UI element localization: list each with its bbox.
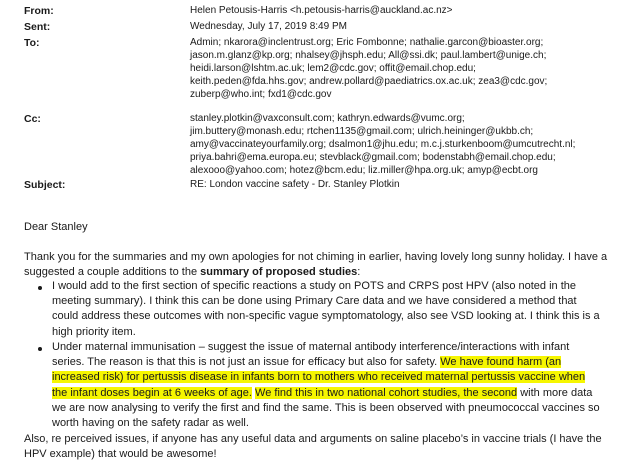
- subject-value: RE: London vaccine safety - Dr. Stanley Plotkin: [190, 179, 400, 190]
- highlighted-text: increased risk) for pertussis disease in infants born to mothers who received maternal pertussis vaccine when: [52, 371, 586, 384]
- highlighted-text: We have found harm (an: [440, 356, 562, 369]
- bullet-marker: [38, 347, 42, 351]
- highlighted-text: the infant doses begin at 6 weeks of age.: [52, 386, 252, 399]
- to-line: jason.m.glanz@kp.org; nhalsey@jhsph.edu; All@ssi.dk; paul.lambert@unige.ch;: [190, 50, 547, 61]
- subject-label: Subject:: [24, 179, 66, 191]
- cc-line: priya.bahri@ema.europa.eu; stevblack@gmail.com; bodenstabh@email.chop.edu;: [190, 152, 556, 163]
- cc-line: alexooo@yahoo.com; hotez@bcm.edu; liz.miller@hpa.org.uk; amyp@ecbt.org: [190, 165, 538, 176]
- to-recipients: [190, 36, 547, 101]
- to-line: zuberp@who.int; fxd1@cdc.gov: [190, 89, 332, 100]
- bullet-item-maternal-immunisation: [52, 340, 612, 431]
- cc-line: stanley.plotkin@vaxconsult.com; kathryn.edwards@vumc.org;: [190, 113, 465, 124]
- to-label: To:: [24, 37, 40, 49]
- bullet-line: high priority item.: [52, 325, 136, 338]
- sent-value: Wednesday, July 17, 2019 8:49 PM: [190, 21, 347, 32]
- intro-colon: :: [357, 266, 361, 279]
- greeting: Dear Stanley: [24, 221, 88, 233]
- highlighted-text: We find this in two national cohort studies, the second: [255, 386, 518, 399]
- to-line: keith.peden@fda.hhs.gov; andrew.pollard@paediatrics.ox.ac.uk; zea3@cdc.gov;: [190, 76, 548, 87]
- closing-line: Also, re perceived issues, if anyone has any useful data and arguments on saline placebo’s in vaccine trials (I have the: [24, 433, 602, 445]
- bullet-line: [52, 370, 612, 385]
- bullet-line: [52, 386, 612, 401]
- closing-paragraph: [24, 432, 614, 462]
- bullet-marker: [38, 286, 42, 290]
- to-line: Admin; nkarora@inclentrust.org; Eric Fombonne; nathalie.garcon@bioaster.org;: [190, 37, 544, 48]
- bullet-line: we are now analysing to verify the first and find the same. This is been observed with pneumococcal vaccines so: [52, 401, 600, 414]
- bullet-line: Under maternal immunisation – suggest the issue of maternal antibody interference/interactions with infant: [52, 341, 570, 353]
- cc-line: amy@vaccinateyourfamily.org; dsalmon1@jhu.edu; m.c.j.sturkenboom@umcutrecht.nl;: [190, 139, 576, 150]
- sent-label: Sent:: [24, 21, 51, 33]
- intro-paragraph: [24, 250, 614, 280]
- bullet-line: I would add to the first section of specific reactions a study on POTS and CRPS post HPV (also noted in the: [52, 280, 576, 292]
- proposed-studies-bold: summary of proposed studies: [200, 266, 358, 279]
- bullet-text: with more data: [517, 386, 593, 399]
- cc-label: Cc:: [24, 113, 41, 125]
- bullet-text: series. The reason is that this is not just an issue for efficacy but also for safety.: [52, 356, 441, 369]
- bullet-line: meeting summary). I think this can be done using Primary Care data and we have considered a method that: [52, 295, 577, 308]
- cc-line: jim.buttery@monash.edu; rtchen1135@gmail.com; ulrich.heininger@ukbb.ch;: [190, 126, 534, 137]
- to-line: heidi.larson@lshtm.ac.uk; lem2@cdc.gov; offit@email.chop.edu;: [190, 63, 476, 74]
- bullet-line: could address these outcomes with non-specific vague symptomatology, also see VSD looking at. I think this is a: [52, 310, 600, 323]
- from-label: From:: [24, 5, 54, 17]
- bullet-item-pots-crps: [52, 279, 612, 340]
- closing-line: HPV example) that would be awesome!: [24, 448, 217, 461]
- intro-line: Thank you for the summaries and my own apologies for not chiming in earlier, having lovely long sunny holiday. I have a: [24, 251, 608, 263]
- bullet-line: worth having on the safety radar as well.: [52, 417, 249, 430]
- intro-text: suggested a couple additions to the: [24, 266, 201, 279]
- bullet-line: [52, 355, 612, 370]
- from-value: Helen Petousis-Harris <h.petousis-harris@auckland.ac.nz>: [190, 5, 453, 16]
- cc-recipients: [190, 112, 575, 177]
